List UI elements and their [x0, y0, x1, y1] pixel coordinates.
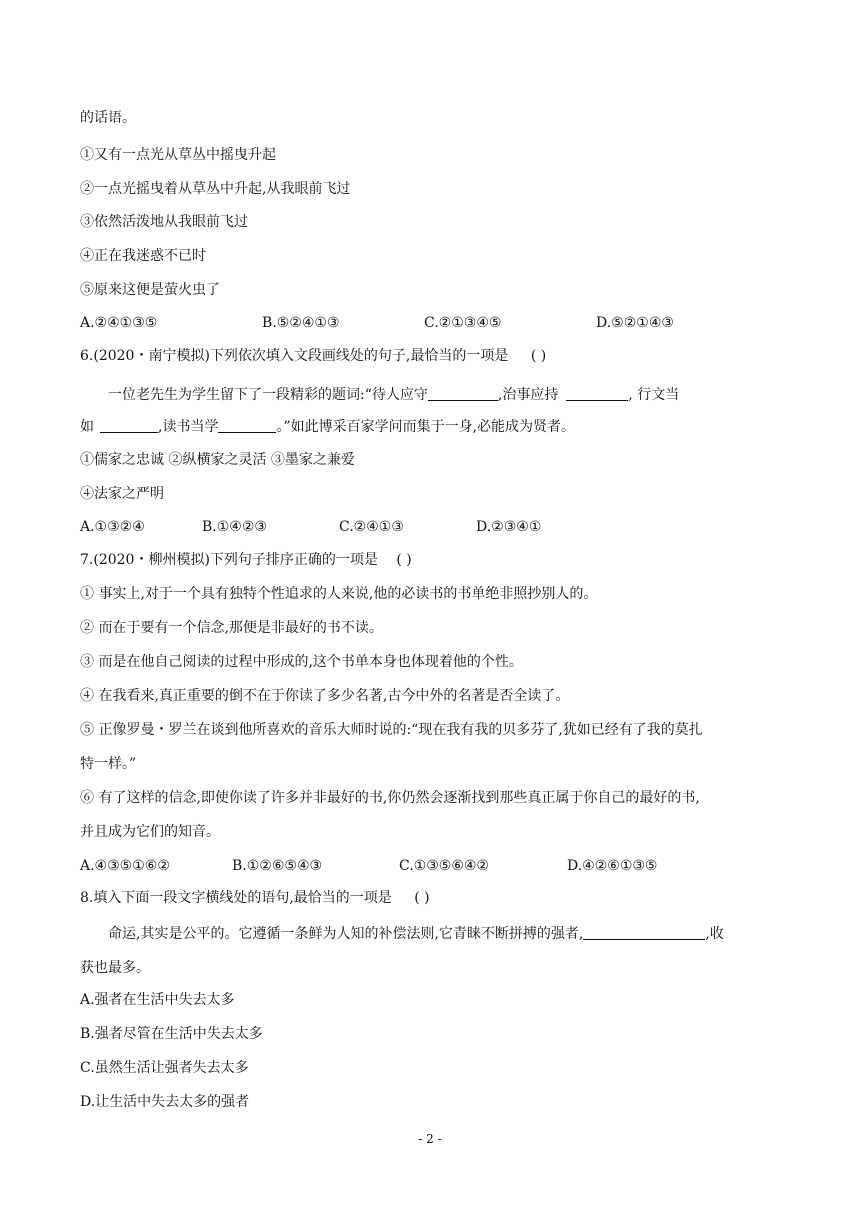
q7-sentence-1: ① 事实上,对于一个具有独特个性追求的人来说,他的必读书的书单绝非照抄别人的。 — [80, 586, 598, 602]
q7-sentence-5a: ⑤ 正像罗曼・罗兰在谈到他所喜欢的音乐大师时说的:“现在我有我的贝多芬了,犹如已经有了我的莫扎 — [80, 722, 703, 738]
q6-stem — [80, 346, 780, 366]
q7-sentence-4: ④ 在我看来,真正重要的倒不在于你读了多少名著,古今中外的名著是否全读了。 — [80, 688, 570, 704]
q6-blank-4 — [218, 418, 276, 433]
q6-option-a: A.①③②④ — [80, 519, 145, 535]
q7-sentence-2: ② 而在于要有一个信念,那便是非最好的书不读。 — [80, 620, 383, 636]
q8-option-a: A.强者在生活中失去太多 — [80, 992, 235, 1008]
q5-option-b: B.⑤②④①③ — [262, 315, 340, 331]
q6-passage-e: ,读书当学 — [158, 419, 219, 435]
q7-option-a: A.④③⑤①⑥② — [80, 858, 170, 874]
q8-passage-line2: 获也最多。 — [80, 960, 150, 976]
q8-option-c: C.虽然生活让强者失去太多 — [80, 1060, 249, 1076]
q6-passage-d: 如 — [80, 419, 94, 435]
q6-blank-3 — [100, 418, 158, 433]
q6-passage-b: ,治事应持 — [497, 387, 559, 403]
q8-option-d: D.让生活中失去太多的强者 — [80, 1094, 250, 1110]
q8-answer-paren: ( ) — [414, 890, 430, 906]
q7-option-b: B.①②⑥⑤④③ — [232, 858, 323, 874]
q6-passage-a: 一位老先生为学生留下了一段精彩的题词:“待人应守 — [108, 387, 428, 403]
q8-passage-line1 — [108, 924, 780, 944]
q6-blank-1 — [428, 386, 498, 401]
q7-answer-paren: ( ) — [396, 552, 412, 568]
q5-option-c: C.②①③④⑤ — [424, 315, 502, 331]
q6-blank-2 — [566, 386, 628, 401]
q6-passage-line2 — [80, 417, 780, 437]
intro-tail: 的话语。 — [80, 110, 136, 126]
q6-option-b: B.①④②③ — [202, 519, 267, 535]
q8-stem-text: 8.填入下面一段文字横线处的语句,最恰当的一项是 — [80, 890, 392, 906]
q7-stem-text: 7.(2020・柳州模拟)下列句子排序正确的一项是 — [80, 552, 378, 568]
q5-item-4: ④正在我迷惑不已时 — [80, 248, 206, 264]
page-number: - 2 - — [418, 1132, 442, 1146]
q8-passage-a: 命运,其实是公平的。它遵循一条鲜为人知的补偿法则,它青睐不断拼搏的强者, — [108, 926, 584, 942]
q5-option-a: A.②④①③⑤ — [80, 315, 158, 331]
q6-passage-c: , 行文当 — [628, 387, 680, 403]
q6-option-d: D.②③④① — [476, 519, 542, 535]
q6-items-line2: ④法家之严明 — [80, 486, 164, 502]
q7-sentence-6a: ⑥ 有了这样的信念,即使你读了许多并非最好的书,你仍然会逐渐找到那些真正属于你自己的最好的书, — [80, 790, 700, 806]
q6-passage-f: 。”如此博采百家学问而集于一身,必能成为贤者。 — [276, 419, 576, 435]
q8-blank — [583, 925, 705, 940]
q7-option-c: C.①③⑤⑥④② — [399, 858, 489, 874]
q7-option-d: D.④②⑥①③⑤ — [567, 858, 658, 874]
q7-stem — [80, 550, 780, 570]
q8-passage-b: ,收 — [705, 926, 724, 942]
q6-stem-text: 6.(2020・南宁模拟)下列依次填入文段画线处的句子,最恰当的一项是 — [80, 348, 509, 364]
q5-item-3: ③依然活泼地从我眼前飞过 — [80, 214, 248, 230]
q7-sentence-5b: 特一样。” — [80, 756, 137, 772]
q5-item-5: ⑤原来这便是萤火虫了 — [80, 282, 220, 298]
q8-option-b: B.强者尽管在生活中失去太多 — [80, 1026, 263, 1042]
q6-answer-paren: ( ) — [530, 348, 547, 364]
q5-item-2: ②一点光摇曳着从草丛中升起,从我眼前飞过 — [80, 181, 351, 197]
q6-passage-line1 — [108, 385, 780, 405]
q7-sentence-3: ③ 而是在他自己阅读的过程中形成的,这个书单本身也体现着他的个性。 — [80, 654, 523, 670]
q8-stem — [80, 888, 780, 908]
q6-items-line1: ①儒家之忠诚 ②纵横家之灵活 ③墨家之兼爱 — [80, 452, 355, 468]
q7-sentence-6b: 并且成为它们的知音。 — [80, 824, 220, 840]
q6-option-c: C.②④①③ — [339, 519, 404, 535]
q5-option-d: D.⑤②①④③ — [596, 315, 674, 331]
q5-item-1: ①又有一点光从草丛中摇曳升起 — [80, 147, 276, 163]
